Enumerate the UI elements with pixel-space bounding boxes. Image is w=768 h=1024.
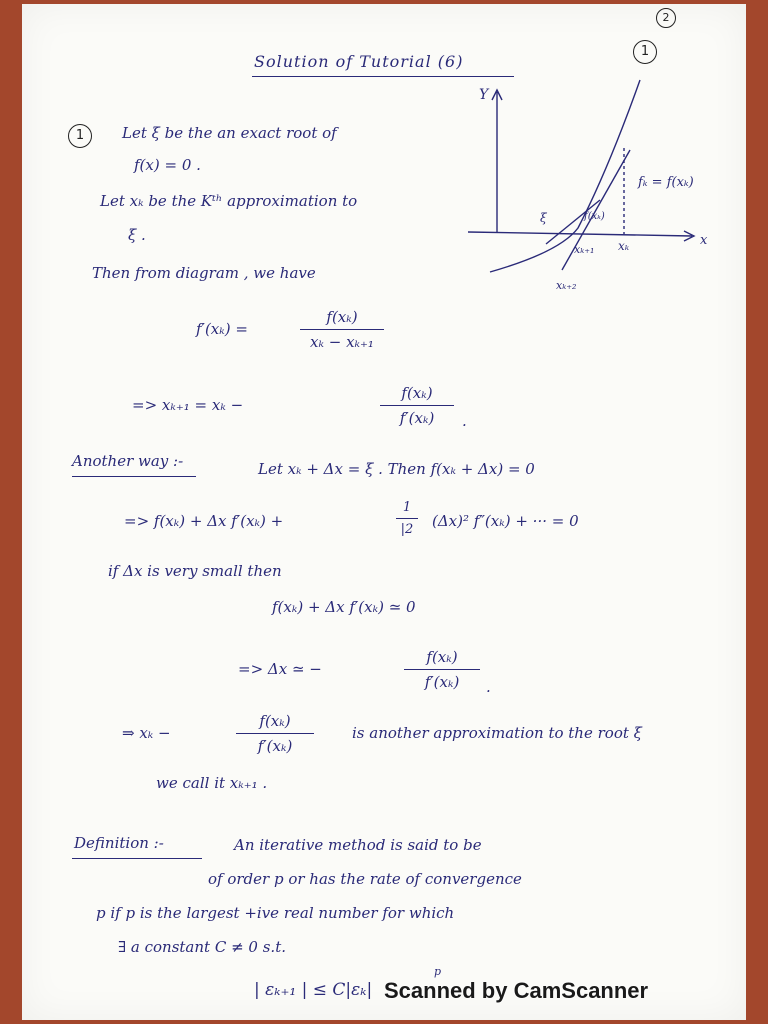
text-line-3: Let xₖ be the Kᵗʰ approximation to [100, 192, 358, 210]
result-denominator: f′(xₖ) [257, 737, 293, 755]
diagram-number: 1 [633, 40, 657, 64]
eq2-tail: . [462, 412, 467, 430]
result-numerator: f(xₖ) [259, 712, 291, 730]
eq2-lhs: => xₖ₊₁ = xₖ − [132, 396, 244, 414]
another-way-heading: Another way :- [72, 452, 184, 470]
dx-tail: . [486, 678, 491, 696]
approx-equation: f(xₖ) + Δx f′(xₖ) ≃ 0 [272, 598, 416, 616]
fraction-bar [236, 733, 314, 734]
definition-exponent: p [434, 965, 442, 978]
series-part-a: => f(xₖ) + Δx f′(xₖ) + [124, 512, 284, 530]
series-part-b: (Δx)² f″(xₖ) + ··· = 0 [432, 512, 579, 530]
eq2-numerator: f(xₖ) [401, 384, 433, 402]
result-fraction [236, 712, 314, 755]
series-factorial-fraction [396, 500, 418, 537]
eq2-fraction [380, 384, 454, 427]
f-xk-small-label: f(xₖ) [584, 211, 605, 222]
eq2-denominator: f′(xₖ) [399, 409, 435, 427]
definition-inequality: | εₖ₊₁ | ≤ C|εₖ| [254, 980, 373, 1000]
question-number: 1 [68, 124, 92, 148]
definition-line-1: An iterative method is said to be [234, 836, 482, 854]
series-denominator: |2 [400, 522, 414, 537]
fraction-bar [404, 669, 480, 670]
dx-denominator: f′(xₖ) [424, 673, 460, 691]
xi-label: ξ [540, 211, 547, 225]
definition-line-4: ∃ a constant C ≠ 0 s.t. [118, 938, 286, 956]
definition-line-2: of order p or has the rate of convergence [208, 870, 522, 888]
definition-heading: Definition :- [74, 834, 164, 852]
another-way-text: Let xₖ + Δx = ξ . Then f(xₖ + Δx) = 0 [258, 460, 535, 478]
definition-underline [72, 858, 202, 859]
call-line: we call it xₖ₊₁ . [156, 774, 268, 792]
page-number-mark: 2 [656, 8, 676, 28]
x-axis-label: x [700, 233, 708, 248]
fraction-bar [300, 329, 384, 330]
definition-line-3: p if p is the largest +ive real number for which [96, 904, 455, 922]
result-text: is another approximation to the root ξ [352, 724, 642, 742]
eq1-lhs: f′(xₖ) = [196, 320, 248, 338]
dx-fraction [404, 648, 480, 691]
eq1-numerator: f(xₖ) [326, 308, 358, 326]
dx-lhs: => Δx ≃ − [238, 660, 322, 678]
dx-numerator: f(xₖ) [426, 648, 458, 666]
text-line-1: Let ξ be the an exact root of [122, 124, 337, 142]
xk1-label: xₖ₊₁ [574, 243, 595, 256]
y-axis-label: Y [479, 87, 489, 103]
fraction-bar [380, 405, 454, 406]
series-numerator: 1 [402, 500, 412, 515]
text-line-5: Then from diagram , we have [92, 264, 316, 282]
text-line-2: f(x) = 0 . [134, 156, 201, 174]
eq1-denominator: xₖ − xₖ₊₁ [310, 333, 374, 351]
page-title: Solution of Tutorial (6) [254, 52, 464, 71]
another-way-underline [72, 476, 196, 477]
text-line-4: ξ . [128, 226, 146, 244]
fk-equation-label: fₖ = f(xₖ) [638, 175, 694, 190]
result-lhs: ⇒ xₖ − [122, 724, 171, 742]
fraction-bar [396, 518, 418, 519]
eq1-fraction [300, 308, 384, 351]
camscanner-watermark: Scanned by CamScanner [384, 978, 649, 1003]
if-line: if Δx is very small then [108, 562, 282, 580]
xk-label: xₖ [618, 239, 630, 253]
xk2-label: xₖ₊₂ [556, 279, 577, 292]
